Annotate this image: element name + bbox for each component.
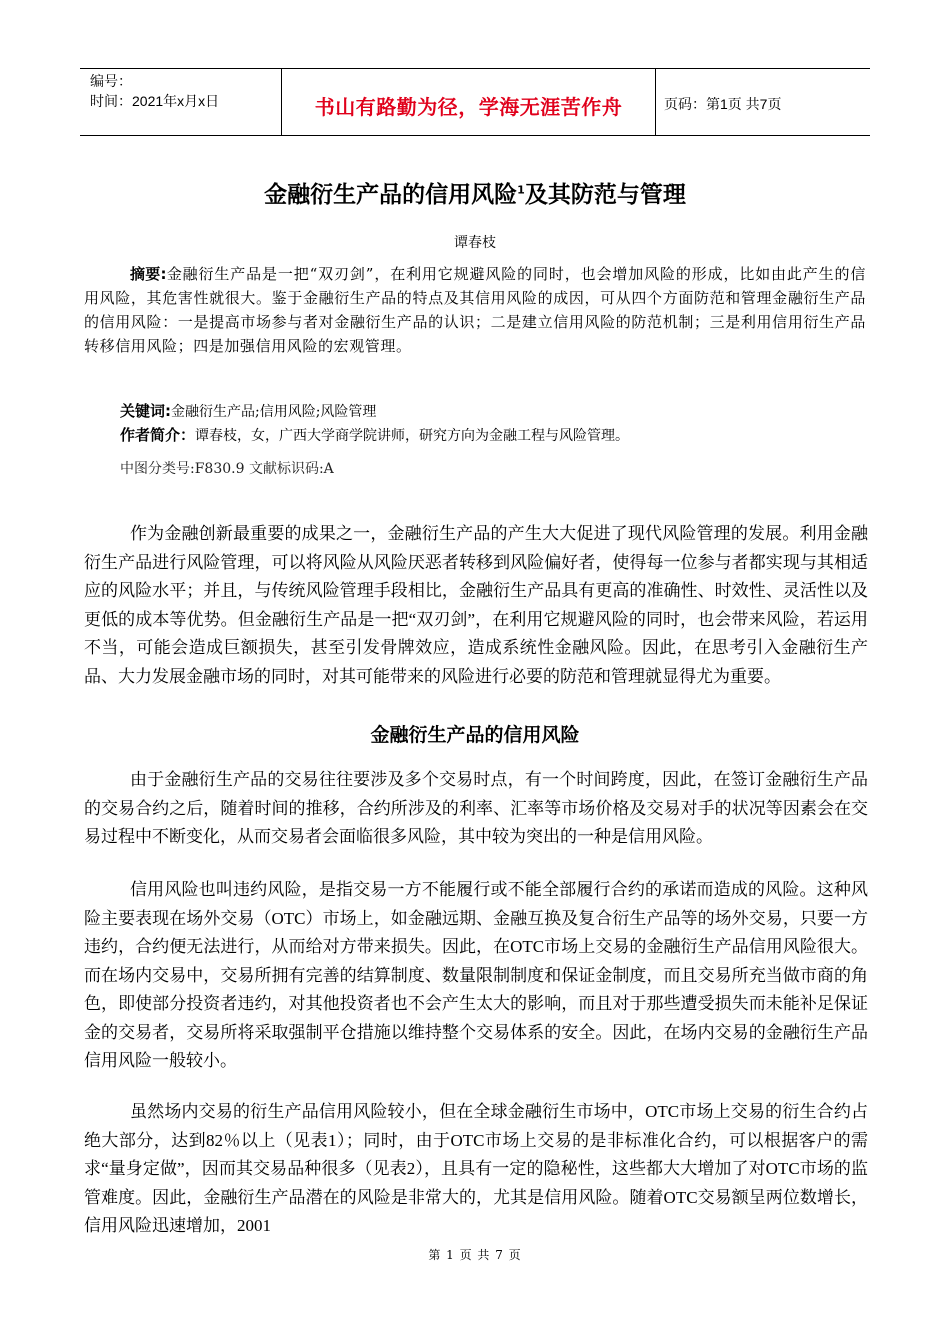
title-main: 金融衍生产品的信用风险 [264, 182, 518, 208]
classification-line: 中图分类号:F830.9 文献标识码:A [120, 461, 334, 477]
keywords-text: 金融衍生产品;信用风险;风险管理 [171, 404, 377, 420]
abstract-text: 金融衍生产品是一把“双刃剑”，在利用它规避风险的同时，也会增加风险的形成，比如由此产生的信用风险，其危害性就很大。鉴于金融衍生产品的特点及其信用风险的成因，可从四个方面防范和管理金融衍生产品的信用风险：一是提高市场参与者对金融衍生产品的认识；二是建立信用风险的防范机制；三是利用信用衍生产品转移信用风险；四是加强信用风险的宏观管理。 [84, 265, 867, 355]
title-footnote-mark: 1 [517, 183, 525, 197]
header-number-label: 编号： [90, 73, 132, 89]
document-header [80, 68, 870, 136]
abstract-label: 摘要: [130, 265, 167, 283]
author-bio-label: 作者简介： [120, 426, 196, 444]
paragraph-4: 虽然场内交易的衍生产品信用风险较小，但在全球金融衍生市场中，OTC市场上交易的衍生合约占绝大部分，达到82％以上（见表1）；同时，由于OTC市场上交易的是非标准化合约，可以根据客户的需求“量身定做”，因而其交易品种很多（见表2），且具有一定的隐秘性，这些都大大增加了对OTC市场的监管难度。因此，金融衍生产品潜在的风险是非常大的，尤其是信用风险。随着OTC交易额呈两位数增长，信用风险迅速增加，2001 [84, 1102, 868, 1235]
keywords [120, 400, 880, 421]
article-author: 谭春枝 [454, 235, 496, 251]
paragraph-intro: 作为金融创新最重要的成果之一，金融衍生产品的产生大大促进了现代风险管理的发展。利用金融衍生产品进行风险管理，可以将风险从风险厌恶者转移到风险偏好者，使得每一位参与者都实现与其相适应的风险水平；并且，与传统风险管理手段相比，金融衍生产品具有更高的准确性、时效性、灵活性以及更低的成本等优势。但金融衍生产品是一把“双刃剑”，在利用它规避风险的同时，也会带来风险，若运用不当，可能会造成巨额损失，甚至引发骨牌效应，造成系统性金融风险。因此，在思考引入金融衍生产品、大力发展金融市场的同时，对其可能带来的风险进行必要的防范和管理就显得尤为重要。 [84, 524, 868, 686]
paragraph-2: 由于金融衍生产品的交易往往要涉及多个交易时点，有一个时间跨度，因此，在签订金融衍生产品的交易合约之后，随着时间的推移，合约所涉及的利率、汇率等市场价格及交易对手的状况等因素会在交易过程中不断变化，从而交易者会面临很多风险，其中较为突出的一种是信用风险。 [84, 770, 868, 846]
header-page-info: 页码：第1页 共7页 [664, 96, 782, 112]
keywords-label: 关键词: [120, 402, 171, 420]
paragraph-3: 信用风险也叫违约风险，是指交易一方不能履行或不能全部履行合约的承诺而造成的风险。这种风险主要表现在场外交易（OTC）市场上，如金融远期、金融互换及复合衍生产品等的场外交易，只要一方违约，合约便无法进行，从而给对方带来损失。因此，在OTC市场上交易的金融衍生产品信用风险很大。而在场内交易中，交易所拥有完善的结算制度、数量限制制度和保证金制度，而且交易所充当做市商的角色，即使部分投资者违约，对其他投资者也不会产生太大的影响，而且对于那些遭受损失而未能补足保证金的交易者，交易所将采取强制平仓措施以维持整个交易体系的安全。因此，在场内交易的金融衍生产品信用风险一般较小。 [84, 880, 868, 1070]
abstract [84, 262, 866, 358]
header-motto: 书山有路勤为径，学海无涯苦作舟 [282, 69, 656, 135]
page-footer: 第 1 页 共 7 页 [428, 1248, 522, 1262]
header-meta-cell [80, 69, 282, 135]
section-heading: 金融衍生产品的信用风险 [370, 724, 580, 746]
author-bio-text: 谭春枝，女，广西大学商学院讲师，研究方向为金融工程与风险管理。 [195, 428, 630, 444]
author-bio [120, 424, 880, 445]
title-rest: 及其防范与管理 [524, 182, 686, 208]
header-time-label: 时间：2021年x月x日 [90, 93, 220, 109]
article-title [0, 176, 950, 209]
